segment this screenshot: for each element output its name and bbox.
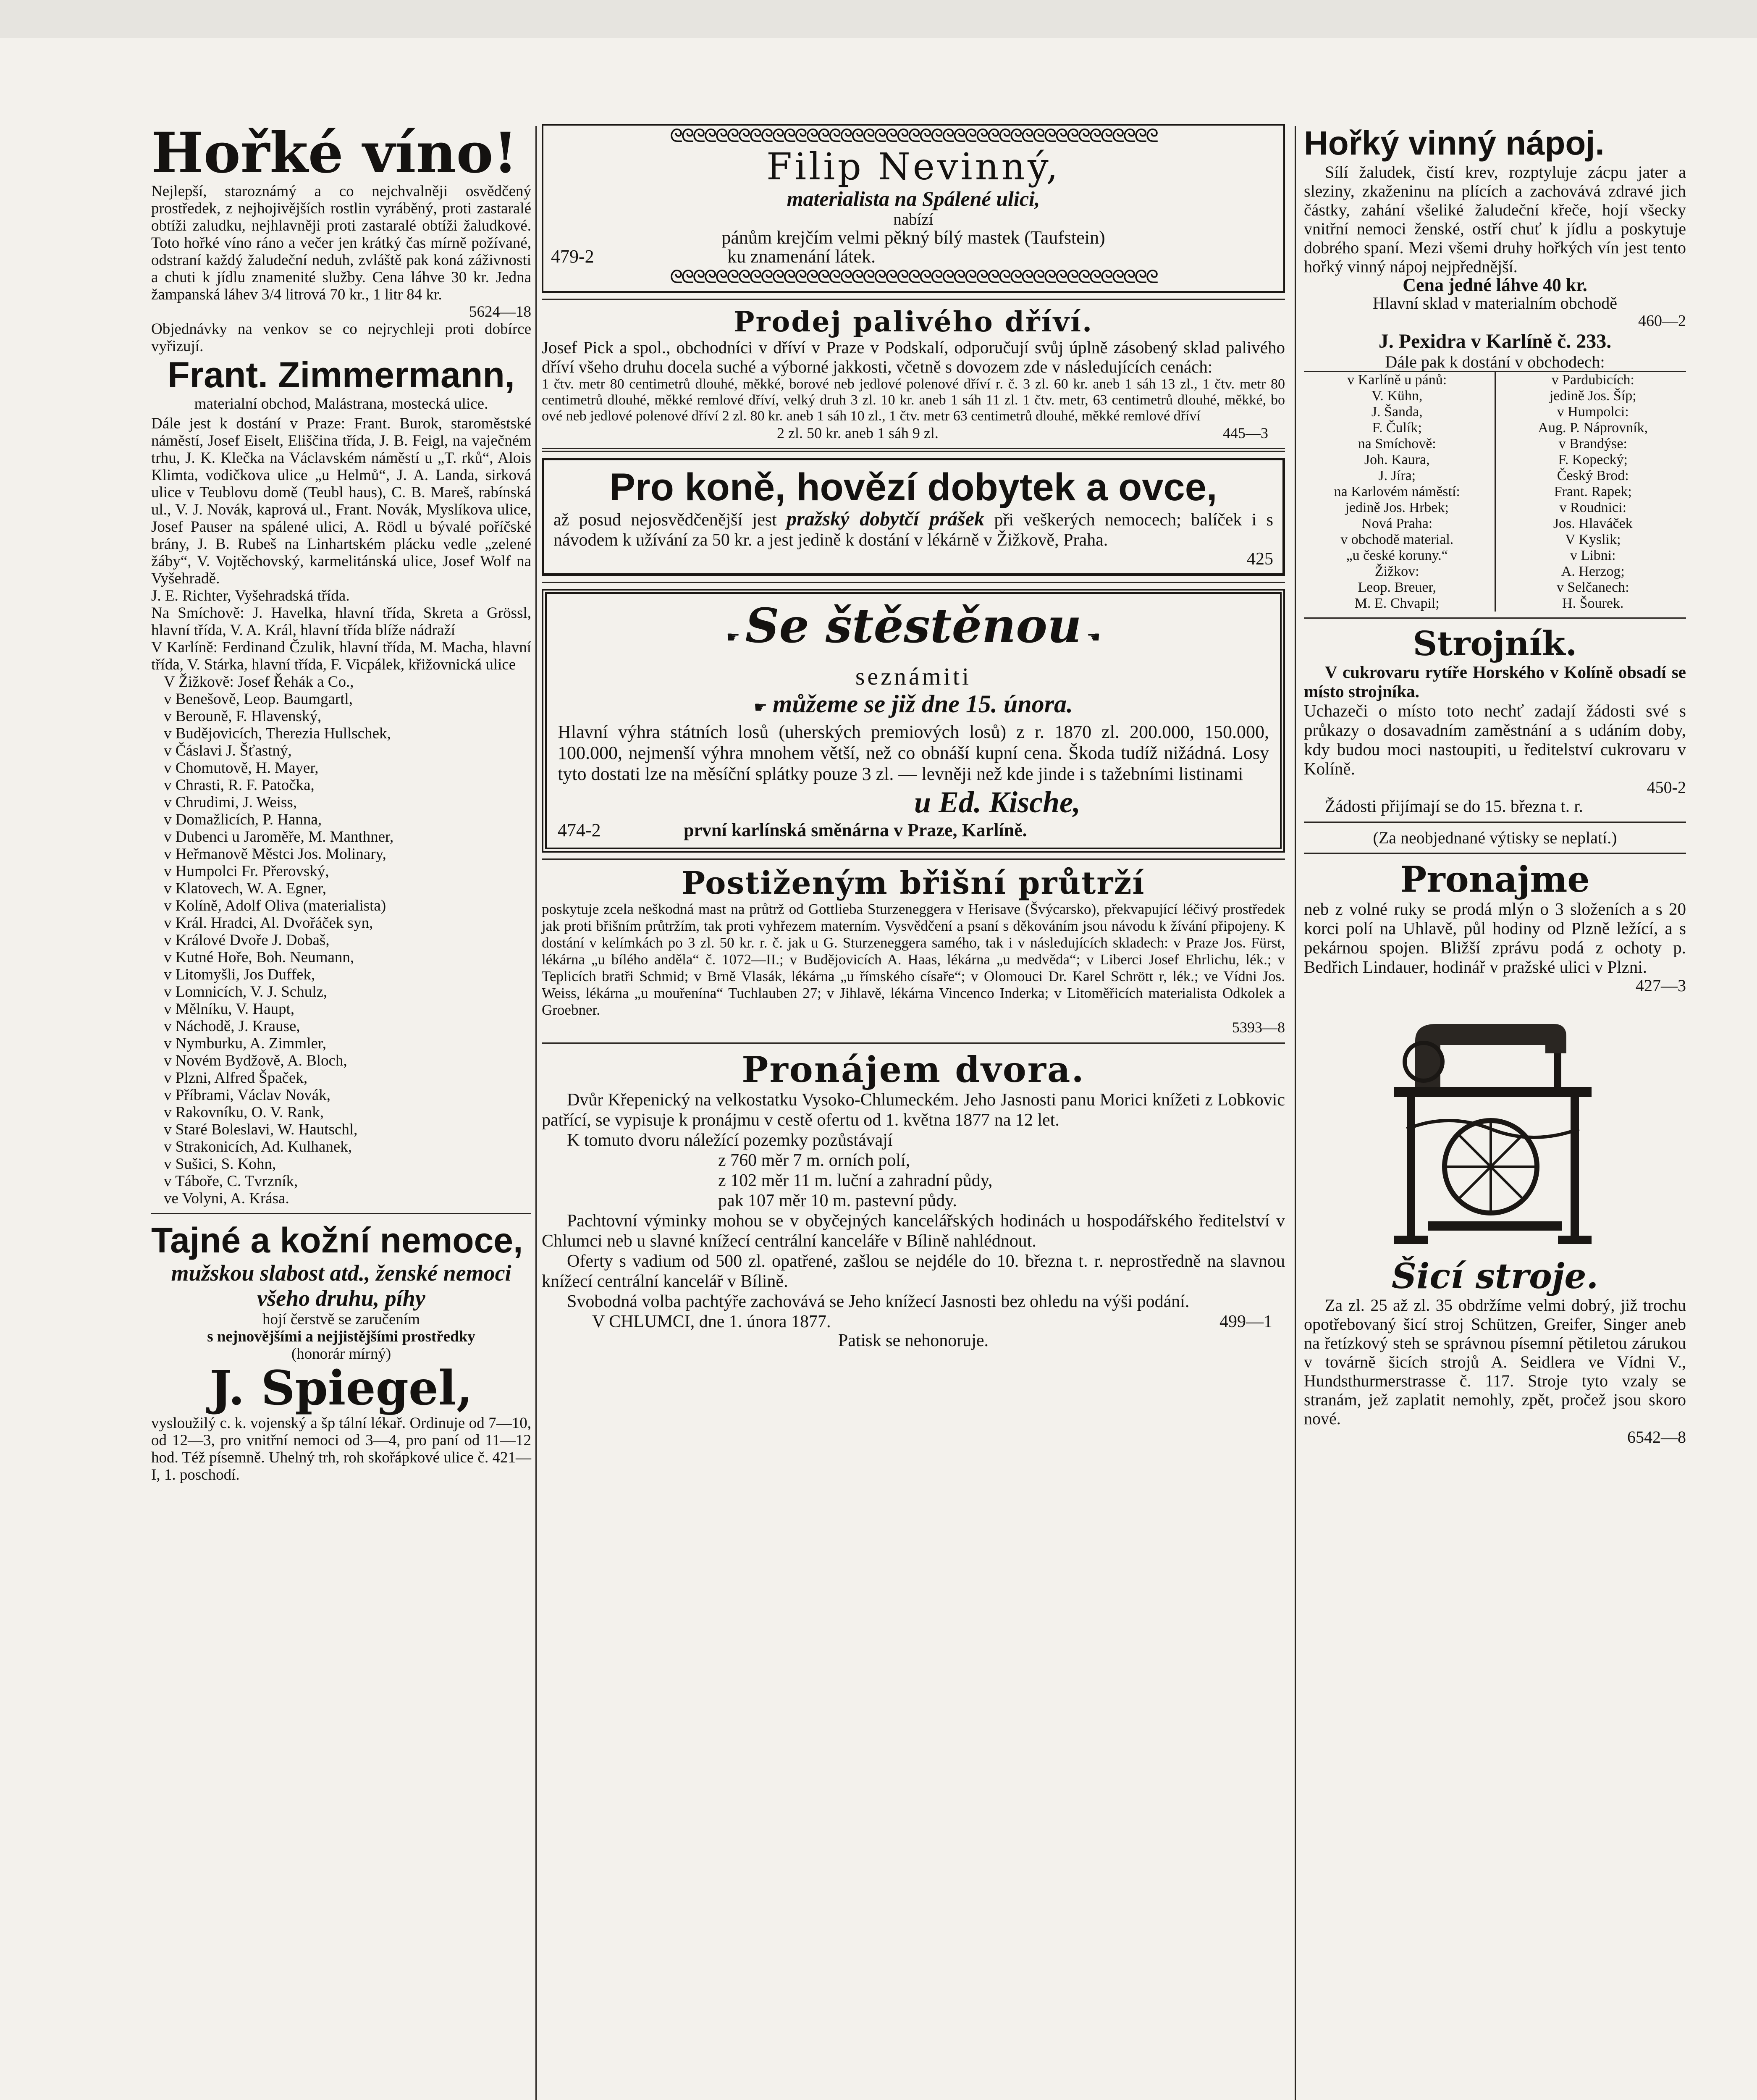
ad-line: hojí čerstvě se zaručením <box>262 1311 420 1328</box>
list-item: Žižkov: <box>1374 564 1419 579</box>
list-item: jedině Jos. Hrbek; <box>1345 500 1449 515</box>
list-item: v Rakovníku, O. V. Rank, <box>164 1104 324 1121</box>
column-divider <box>1295 126 1296 2100</box>
ad-lottery <box>542 589 1285 853</box>
ad-body: při veškerých nemocech; balíček i s návodem k užívání za 50 kr. a jest jedině k dostání v lékárně v Žižkově, Praha. <box>553 510 1273 550</box>
ad-title: Prodej palivého dříví. <box>733 305 1094 338</box>
list-item: v Náchodě, J. Krause, <box>164 1018 300 1035</box>
ad-lease <box>542 1050 1285 1350</box>
list-item: v Karlíně u pánů: <box>1347 372 1447 388</box>
list-item: V Žižkově: Josef Řehák a Co., <box>164 673 354 690</box>
ad-ref: 460—2 <box>1638 312 1686 330</box>
ad-line: ku znamenání látek. <box>727 246 876 267</box>
ad-body: Pachtovní výminky mohou se v obyčejných kancelářských hodinách u hospodářského ředitelství v Chlumci neb u slavné knížecí centrální kanceláře v Bílině nahlédnout. <box>542 1211 1285 1251</box>
ad-line: Dále pak k dostání v obchodech: <box>1385 352 1605 371</box>
ad-lead: V cukrovaru rytíře Horského v Kolíně obsadí se místo strojníka. <box>1304 662 1686 701</box>
divider <box>1304 617 1686 619</box>
list-item: v Táboře, C. Tvrzník, <box>164 1173 298 1190</box>
pointing-hand-icon: ☛ <box>726 629 745 646</box>
ad-title: Pronajme <box>1400 858 1590 900</box>
ad-ref: 5624—18 <box>469 303 531 320</box>
list-item: pak 107 měr 10 m. pastevní půdy. <box>718 1191 957 1210</box>
ad-title: Strojník. <box>1413 624 1577 663</box>
list-item: Leop. Breuer, <box>1358 580 1436 595</box>
list-item: ve Volyni, A. Krása. <box>164 1190 289 1207</box>
ad-orders: Objednávky na venkov se co nejrychleji proti dobírce vyřizují. <box>151 320 531 355</box>
ad-body: vysloužilý c. k. vojenský a šp tální lékař. Ordinuje od 7—10, od 12—3, pro vnitřní nemoci od 3—4, pro paní od 11—12 hod. Též písemně. Uhelný trh, roh skořápkové ulice č. 421—I, 1. poschodí. <box>151 1415 531 1483</box>
ad-date: můžeme se již dne 15. února. <box>772 690 1073 718</box>
column-right <box>1304 124 1686 1446</box>
ad-line: nabízí <box>893 210 934 228</box>
list-item: v Plzni, Alfred Špaček, <box>164 1069 308 1087</box>
dealer-list: Na Smíchově: J. Havelka, hlavní třída, Skreta a Grössl, hlavní třída, V. A. Král, hlavní třída blíže nádraží <box>151 604 531 639</box>
ad-ref: 474-2 <box>558 820 601 840</box>
price-list: 1 čtv. metr 80 centimetrů dlouhé, měkké, borové neb jedlové polenové dříví r. č. 3 zl. 60 kr. aneb 1 sáh 13 zl., 1 čtv. metr 80 centimetrů dlouhé, měkké remlové dříví, velký druh 3 zl. 10 kr. aneb 1 sáh 11 zl. 1 čtv. metr, 63 centimetrů dlouhé, měkké, bo ové neb jedlové polenové dříví 2 zl. 80 kr. aneb 1 sáh 10 zl., 1 čtv. metr 63 centimetrů dlouhé, měkké remlové dříví <box>542 376 1285 424</box>
ad-body: Oferty s vadium od 500 zl. opatřené, zašlou se nejdéle do 10. března t. r. neprostředně na slavnou knížecí centrální kancelář v Bílině. <box>542 1252 1285 1291</box>
ad-body: Svobodná volba pachtýře zachovává se Jeho knížecí Jasnosti bez ohledu na výši podání. <box>567 1292 1190 1311</box>
ad-note: Patisk se nehonoruje. <box>838 1331 989 1350</box>
ad-ref: 499—1 <box>1219 1312 1272 1331</box>
list-item: v Chomutově, H. Mayer, <box>164 759 319 777</box>
dealer-list: Dále jest k dostání v Praze: Frant. Burok, staroměstské náměstí, Josef Eiselt, Eliščina třída, J. B. Feigl, na vaječném trhu, J. K. Klečka na Václavském náměstí u „T. rků“, Alois Klimta, vodičkova ulice „u Helmů“, J. A. Landa, sirková ulice v Teublovu domě (Teubl haus), C. B. Mareš, rabínská ul., V. J. Novák, kaprová ul., Frant. Novák, Myslíkova ulice, Josef Pauser na spálené ulici, A. Rödl u bývalé poříčské brány, J. B. Rubeš na Linhartském plácku vedle „zelené žáby“, V. Vojtěchovský, karmelitánská ulice, Josef Wolf na Vyšehradě. <box>151 415 531 587</box>
ad-bitter-drink <box>1304 124 1686 612</box>
ad-body: Josef Pick a spol., obchodníci v dříví v Praze v Podskalí, odporučují svůj úplně zásobený sklad palivého dříví všeho druhu docela suché a výborné jakkosti, včetně s dovozem zde v následujících cenách: <box>542 338 1285 376</box>
ad-ref: 425 <box>1247 549 1273 569</box>
sewing-machine-illustration <box>1377 1003 1613 1257</box>
ad-body: neb z volné ruky se prodá mlýn o 3 složeních a s 20 korci polí na Uhlavě, půl hodiny od Plzně ležící, a s pekárnou spojen. Bližší zprávu podá z ochoty p. Bedřich Lindauer, hodinář v pražské ulici v Plzni. <box>1304 899 1686 976</box>
ad-title: Hořké víno! <box>151 121 518 186</box>
divider <box>542 448 1285 452</box>
divider <box>542 582 1285 583</box>
list-item: v Heřmanově Městci Jos. Molinary, <box>164 845 386 863</box>
ad-title: Filip Nevinný, <box>766 145 1061 188</box>
ad-title: Pronájem dvora. <box>742 1049 1085 1090</box>
ad-body: K tomuto dvoru náležící pozemky pozůstávají <box>567 1131 893 1150</box>
brand-name: pražský dobytčí prášek <box>787 508 985 530</box>
pointing-hand-icon: ☛ <box>754 699 773 716</box>
list-item: J. Šanda, <box>1371 404 1423 420</box>
doctor-name: J. Spiegel, <box>210 1361 473 1416</box>
list-item: Jos. Hlaváček <box>1553 516 1633 531</box>
ad-body: poskytuje zcela neškodná mast na průtrž od Gottlieba Sturzeneggera v Herisave (Švýcarsko), překvapující léčivý prostředek jak proti břišním průtržím, tak proti vyhřezem materním. Vysvědčení a psaní s děkováním jsou návodu k žívání připojeny. K dostání v kelímkách po 3 zl. 50 kr. r. č. jak u G. Sturzeneggera samého, tak i v následujících skladech: v Praze Jos. Fürst, lékárna „u bílého anděla“ č. 1072—II.; v Budějovicích A. Haas, lékárna „u medvěda“; v Liberci Josef Ehrlichu, lék.; v Teplicích bratři Schmid; v Brně Vlasák, lékárna „u římského císaře“; v Olomouci Dr. Karel Schrött r, lék.; ve Vídni Jos. Weiss, lékárna „u mouřenína“ Tuchlauben 27; v Jihlavě, lékárna Vincenco Inderka; v Litoměřicích materialista Odkolek a Groebner. <box>542 901 1285 1018</box>
ad-cattle-powder <box>542 458 1285 576</box>
list-item: v Humpolci Fr. Přerovský, <box>164 863 329 880</box>
list-item: v Čáslavi J. Šťastný, <box>164 742 292 759</box>
ad-ref: 5393—8 <box>1232 1019 1285 1036</box>
list-item: v Selčanech: <box>1556 580 1629 595</box>
ad-body: Za zl. 25 až zl. 35 obdržíme velmi dobrý, již trochu opotřebovaný šicí stroj Schützen, Greifer, Singer aneb na řetízkový steh se správnou písemní pětiletou zárukou v továrně šicích strojů A. Seidlera ve Vídni V., Hundsthurmerstrasse č. 117. Stroje tyto vzaly se stranám, jež zaplatit nemohly, zpět, pročež jsou skoro nové. <box>1304 1296 1686 1428</box>
ad-title: Šicí stroje. <box>1391 1256 1599 1297</box>
list-item: v Novém Bydžově, A. Bloch, <box>164 1052 347 1069</box>
list-item: v Libni: <box>1570 548 1616 563</box>
list-item: Nová Praha: <box>1361 516 1433 531</box>
list-item: F. Čulík; <box>1372 420 1422 436</box>
ad-body: až posud nejosvědčenější jest <box>553 510 777 530</box>
list-item: Frant. Rapek; <box>1554 484 1632 499</box>
list-item: z 102 měr 11 m. luční a zahradní půdy, <box>718 1171 993 1190</box>
list-item: v Staré Boleslavi, W. Hautschl, <box>164 1121 358 1138</box>
ad-subtitle: materialista na Spálené ulici, <box>787 187 1040 210</box>
list-item: v Král. Hradci, Al. Dvořáček syn, <box>164 914 373 932</box>
chain-border: ᘓᘓᘓᘓᘓᘓᘓᘓᘓᘓᘓᘓᘓᘓᘓᘓᘓᘓᘓᘓᘓᘓᘓᘓᘓᘓᘓᘓᘓᘓᘓᘓᘓᘓᘓᘓᘓᘓᘓᘓᘓᘓᘓ <box>670 126 1157 147</box>
list-item: v obchodě material. <box>1340 532 1454 547</box>
ad-disease <box>151 1220 531 1483</box>
sewing-machine-image <box>1377 1003 1613 1255</box>
ad-deadline: Žádosti přijímají se do 15. března t. r. <box>1325 796 1583 816</box>
merchant-name: Frant. Zimmermann, <box>168 355 515 395</box>
list-item: jedině Jos. Šíp; <box>1549 388 1636 404</box>
merchant-shop: materialní obchod, Malástrana, mostecká ulice. <box>194 395 488 412</box>
list-item: V. Kühn, <box>1372 388 1423 404</box>
ad-body: Uchazeči o místo toto nechť zadají žádosti své s průkazy o dosavadním zaměstnání a s udáním doby, kdy budou moci nastoupiti, u ředitelství cukrovaru v Kolíně. <box>1304 701 1686 778</box>
divider <box>542 1042 1285 1044</box>
list-item: v Budějovicích, Therezia Hullschek, <box>164 725 391 742</box>
ad-ref: 427—3 <box>1636 976 1686 995</box>
firm-name: u Ed. Kische, <box>914 785 1081 819</box>
list-item: v Benešově, Leop. Baumgartl, <box>164 690 353 708</box>
list-item: Aug. P. Náprovník, <box>1538 420 1648 436</box>
list-item: v Nymburku, A. Zimmler, <box>164 1035 326 1052</box>
list-item: A. Herzog; <box>1561 564 1625 579</box>
divider <box>151 1213 531 1214</box>
list-item: M. E. Chvapil; <box>1354 596 1440 611</box>
list-item: H. Šourek. <box>1562 596 1624 611</box>
list-item: v Příbrami, Václav Novák, <box>164 1087 330 1104</box>
ad-hernia <box>542 866 1285 1037</box>
dealer-list: J. E. Richter, Vyšehradská třída. <box>151 587 350 604</box>
list-item: v Králové Dvoře J. Dobaš, <box>164 932 330 949</box>
ad-title: Pro koně, hovězí dobytek a ovce, <box>609 466 1217 509</box>
town-list <box>151 673 531 1207</box>
ad-nevinny <box>542 124 1285 293</box>
list-item: v Chrudimi, J. Weiss, <box>164 794 297 811</box>
ad-price: Cena jedné láhve 40 kr. <box>1403 275 1587 295</box>
column-middle <box>542 124 1285 1350</box>
divider <box>1304 853 1686 854</box>
ad-body: Nejlepší, staroznámý a co nejchvalněji osvědčený prostředek, z nejhojivějších rostlin vyráběný, proti zastaralé obtíži zaludku, nejhlavněji proti zastaralé obtíži žaludkové. Toto hořké víno ráno a večer jen krátký čas mírně požívané, odstraní každý žaludeční neduh, zvláště pak koná záživnosti a chuti k jídlu znamenité služby. Cena láhve 30 kr. Jedna žampanská láhev 3/4 litrová 70 kr., 1 litr 84 kr. <box>151 183 531 303</box>
list-item: Český Brod: <box>1557 468 1629 483</box>
ad-ref: 445—3 <box>1223 425 1268 441</box>
divider <box>542 858 1285 860</box>
ad-line: s nejnovějšími a nejjistějšími prostředky <box>207 1328 475 1345</box>
pointing-hand-icon: ☚ <box>1081 629 1101 646</box>
merchant-name: J. Pexidra v Karlíně č. 233. <box>1378 330 1612 352</box>
ad-mill <box>1304 860 1686 995</box>
list-item: v Lomnicích, V. J. Schulz, <box>164 983 328 1000</box>
ad-body: pánům krejčím velmi pěkný bílý mastek (Taufstein) <box>721 227 1105 248</box>
list-item: Joh. Kaura, <box>1364 452 1430 467</box>
ad-machinist <box>1304 625 1686 847</box>
scan-top-margin <box>0 0 1757 38</box>
list-item: v Sušici, S. Kohn, <box>164 1155 276 1173</box>
list-item: v Domažlicích, P. Hanna, <box>164 811 322 828</box>
dealer-table <box>1304 371 1686 612</box>
ad-body: Dvůr Křepenický na velkostatku Vysoko-Chlumeckém. Jeho Jasnosti panu Morici knížeti z Lobkovic patřící, se vypisuje k pronájmu v cestě ofertu od 1. května 1877 na 12 let. <box>542 1090 1285 1130</box>
ad-line: (honorár mírný) <box>291 1345 391 1362</box>
column-left <box>151 121 531 1483</box>
ad-ref: 6542—8 <box>1627 1428 1686 1446</box>
ad-ref: 450-2 <box>1647 778 1686 797</box>
ad-signature: V CHLUMCI, dne 1. února 1877. <box>592 1312 831 1331</box>
list-item: na Smíchově: <box>1358 436 1436 452</box>
dealer-list: V Karlíně: Ferdinand Čzulik, hlavní třída, M. Macha, hlavní třída, V. Stárka, hlavní třída, F. Vicpálek, křižovnická ulice <box>151 639 531 673</box>
ad-title: Se štěstěnou <box>745 598 1082 654</box>
list-item: v Roudnici: <box>1559 500 1627 515</box>
price-line: 2 zl. 50 kr. aneb 1 sáh 9 zl. <box>777 425 939 441</box>
ad-bitter-wine <box>151 121 531 1207</box>
list-item: na Karlovém náměstí: <box>1334 484 1460 499</box>
list-item: J. Jíra; <box>1378 468 1416 483</box>
ad-body: Sílí žaludek, čistí krev, rozptyluje zácpu jater a sleziny, zkaženinu na plících a zachovává zdravé jich částky, zahání všeliké žaludeční křeče, hojí všecky vnitřní nemoci ženské, ostří chuť k jídlu a poskytuje dobrého spaní. Mezi všemi druhy hořkých vín jest tento hořký vinný nápoj nejpřednější. <box>1304 163 1686 276</box>
list-item: v Strakonicích, Ad. Kulhanek, <box>164 1138 352 1155</box>
list-item: v Berouně, F. Hlavenský, <box>164 708 322 725</box>
ad-title: Postiženým břišní průtrží <box>682 865 1145 901</box>
list-item: v Dubenci u Jaroměře, M. Manthner, <box>164 828 394 845</box>
ad-title: Tajné a kožní nemoce, <box>151 1221 523 1260</box>
column-divider <box>535 126 537 2100</box>
divider <box>542 299 1285 300</box>
list-item: v Chrasti, R. F. Patočka, <box>164 777 315 794</box>
ad-subtitle: mužskou slabost atd., ženské nemoci všeho druhu, píhy <box>171 1260 511 1311</box>
ad-line: první karlínská směnárna v Praze, Karlíně. <box>684 820 1027 840</box>
list-item: v Humpolci: <box>1557 404 1629 420</box>
ad-line: Hlavní sklad v materialním obchodě <box>1372 294 1618 312</box>
ad-firewood <box>542 306 1285 442</box>
ad-ref: 479-2 <box>551 246 594 267</box>
list-item: v Brandýse: <box>1558 436 1627 452</box>
list-item: V Kyslik; <box>1565 532 1621 547</box>
list-item: v Kolíně, Adolf Oliva (materialista) <box>164 897 386 914</box>
ad-subtitle: seznámiti <box>855 663 972 690</box>
list-item: v Klatovech, W. A. Egner, <box>164 880 326 897</box>
ad-note: (Za neobjednané výtisky se neplatí.) <box>1373 828 1617 847</box>
list-item: v Mělníku, V. Haupt, <box>164 1000 295 1018</box>
list-item: v Kutné Hoře, Boh. Neumann, <box>164 949 354 966</box>
list-item: v Pardubicích: <box>1551 372 1634 388</box>
ad-title: Hořký vinný nápoj. <box>1304 124 1605 162</box>
list-item: F. Kopecký; <box>1558 452 1628 467</box>
list-item: v Litomyšli, Jos Duffek, <box>164 966 315 983</box>
ad-body: Hlavní výhra státních losů (uherských premiových losů) z r. 1870 zl. 200.000, 150.000, 100.000, nejmenší výhra mnohem větší, než co obnáší kupní cena. Škoda tudíž nižádná. Losy tyto dostati lze na měsíční splátky pouze 3 zl. — levněji než kde jinde i s tažebními listinami <box>558 722 1269 784</box>
chain-border: ᘓᘓᘓᘓᘓᘓᘓᘓᘓᘓᘓᘓᘓᘓᘓᘓᘓᘓᘓᘓᘓᘓᘓᘓᘓᘓᘓᘓᘓᘓᘓᘓᘓᘓᘓᘓᘓᘓᘓᘓᘓᘓᘓ <box>670 267 1157 288</box>
ad-sewing <box>1304 1257 1686 1446</box>
list-item: z 760 měr 7 m. orních polí, <box>718 1151 910 1170</box>
list-item: „u české koruny.“ <box>1346 548 1448 563</box>
divider <box>1304 822 1686 823</box>
